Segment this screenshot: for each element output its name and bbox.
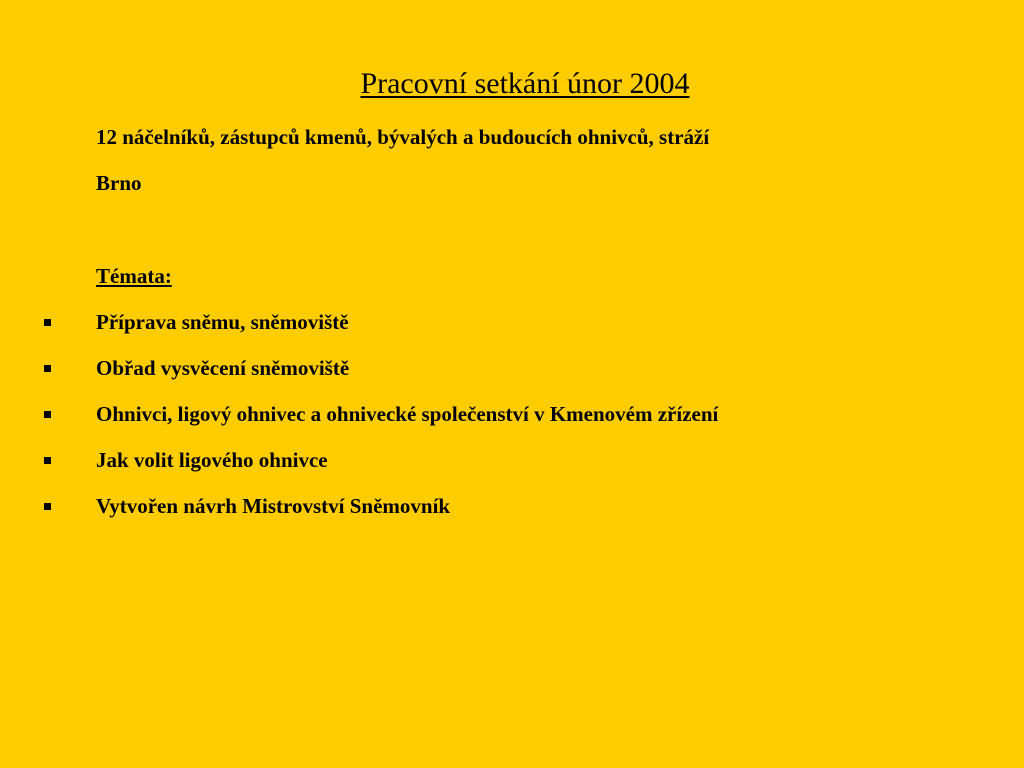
list-item (0, 446, 1024, 474)
square-bullet-icon (44, 365, 51, 372)
slide-title: Pracovní setkání únor 2004 (360, 67, 690, 100)
list-item (0, 308, 1024, 336)
square-bullet-icon (44, 457, 51, 464)
topic-text: Příprava sněmu, sněmoviště (96, 310, 349, 334)
city-text: Brno (96, 171, 142, 195)
topic-text: Vytvořen návrh Mistrovství Sněmovník (96, 494, 451, 518)
topics-heading: Témata: (96, 264, 172, 288)
topic-text: Jak volit ligového ohnivce (96, 448, 328, 472)
square-bullet-icon (44, 411, 51, 418)
participants-text: 12 náčelníků, zástupců kmenů, bývalých a budoucích ohnivců, stráží (96, 125, 710, 149)
list-item (0, 492, 1024, 520)
topic-text: Obřad vysvěcení sněmoviště (96, 356, 350, 380)
square-bullet-icon (44, 319, 51, 326)
list-item (0, 400, 1024, 428)
square-bullet-icon (44, 503, 51, 510)
topic-text: Ohnivci, ligový ohnivec a ohnivecké společenství v Kmenovém zřízení (96, 402, 719, 426)
list-item (0, 354, 1024, 382)
